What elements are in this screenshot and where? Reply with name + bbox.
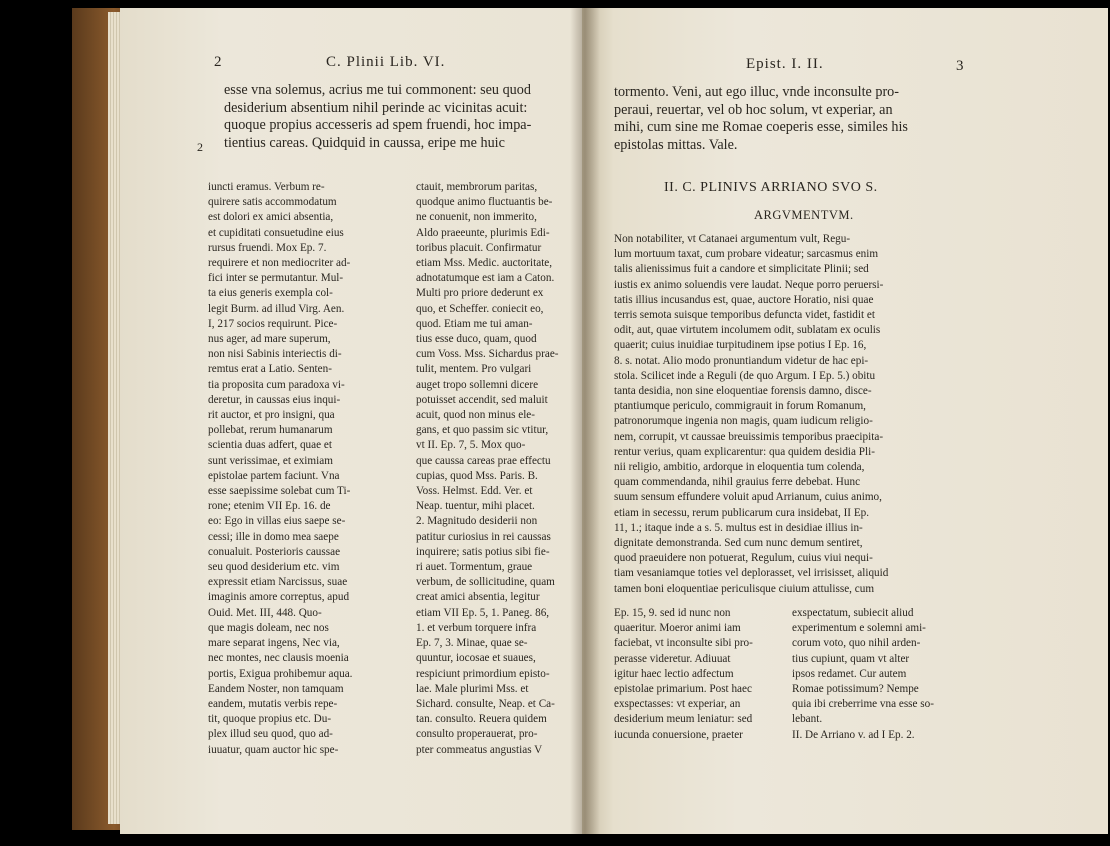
note-line: 1. et verbum torquere infra <box>416 621 537 634</box>
note-line: est dolori ex amici absentia, <box>208 211 334 224</box>
note-line: tit, quoque propius etc. Du- <box>208 713 332 726</box>
note-line: vt II. Ep. 7, 5. Mox quo- <box>416 439 526 452</box>
note-line: nus ager, ad mare superum, <box>208 333 331 346</box>
note-line: experimentum e solemni ami- <box>792 622 926 635</box>
note-line: suum sensum effundere voluit apud Arrianum, cuius animo, <box>614 491 882 504</box>
right-notes-column-1 <box>614 606 753 743</box>
note-line: odit, aut, quae virtutem incolumem odit, sublatam ex oculis <box>614 324 881 337</box>
note-line: quo, et Scheffer. coniecit eo, <box>416 302 544 315</box>
note-line: expressit etiam Narcissus, suae <box>208 576 348 589</box>
note-line: acuit, quod non minus ele- <box>416 409 535 422</box>
note-line: mare separat ingens, Nec via, <box>208 637 340 650</box>
note-line: nem, corrupit, vt caussae breuissimis temporibus praecipita- <box>614 430 884 443</box>
note-line: dignitate demonstranda. Sed cum nunc demum sentiret, <box>614 537 863 550</box>
note-line: rit auctor, et pro insigni, qua <box>208 409 335 422</box>
open-book <box>72 8 1108 838</box>
note-line: etiam in secessu, rerum publicarum cura insidebat, II Ep. <box>614 506 870 519</box>
note-line: ipsos redamet. Cur autem <box>792 667 907 680</box>
book-gutter <box>570 8 600 834</box>
note-line: fici inter se permutantur. Mul- <box>208 272 344 285</box>
text-line: epistolas mittas. Vale. <box>614 136 738 153</box>
note-line: iucunda conuersione, praeter <box>614 728 743 741</box>
note-line: quuntur, iocosae et suaues, <box>416 652 536 665</box>
note-line: toribus placuit. Confirmatur <box>416 241 542 254</box>
right-running-head: Epist. I. II. <box>746 56 824 72</box>
left-margin-number: 2 <box>197 140 203 154</box>
note-line: tatis illius incusandus est, quae, auctore Horatio, nisi quae <box>614 293 874 306</box>
note-line: tan. consulto. Reuera quidem <box>416 713 547 726</box>
note-line: iustis ex animo soluendis vere laudat. Neque porro peruersi- <box>614 278 884 291</box>
note-line: etiam Mss. Medic. auctoritate, <box>416 257 553 270</box>
note-line: patronorumque ingenia non magis, quam iudicum religio- <box>614 415 873 428</box>
note-line: ta eius generis exempla col- <box>208 287 333 300</box>
note-line: ri auet. Tormentum, graue <box>416 561 533 574</box>
note-line: tius cupiunt, quam vt alter <box>792 652 910 665</box>
note-line: que magis doleam, nec nos <box>208 621 329 634</box>
note-line: ctauit, membrorum paritas, <box>416 181 538 193</box>
text-line: quoque propius accesseris ad spem fruendi, hoc impa- <box>224 117 532 133</box>
right-page <box>582 8 1108 834</box>
note-line: et cupiditati consuetudine eius <box>208 226 344 239</box>
left-running-head: C. Plinii Lib. VI. <box>326 54 446 70</box>
note-line: quaerit; cuius inuidiae turpitudinem ipse potius I Ep. 16, <box>614 339 867 352</box>
text-line: tormento. Veni, aut ego illuc, vnde inconsulte pro- <box>614 84 900 100</box>
note-line: eandem, mutatis verbis repe- <box>208 697 338 710</box>
note-line: igitur haec lectio adfectum <box>614 667 734 680</box>
note-line: rursus fruendi. Mox Ep. 7. <box>208 241 327 254</box>
note-line: desiderium meum leniatur: sed <box>614 713 753 726</box>
note-line: remtus erat a Latio. Senten- <box>208 363 332 376</box>
note-line: tamen boni eloquentiae periculisque ciuium attulisse, cum <box>614 582 875 595</box>
note-line: portis, Exigua prohibemur aqua. <box>208 667 353 680</box>
note-line: Eandem Noster, non tamquam <box>208 682 344 695</box>
note-line: cessi; ille in domo mea saepe <box>208 530 339 543</box>
text-line: peraui, reuertar, vel ob hoc solum, vt experiar, an <box>614 101 893 118</box>
note-line: inquirere; satis potius sibi fie- <box>416 545 550 558</box>
note-line: faciebat, vt inconsulte sibi pro- <box>614 637 753 650</box>
note-line: eo: Ego in villas eius saepe se- <box>208 515 346 528</box>
note-line: Ouid. Met. III, 448. Quo- <box>208 606 322 619</box>
note-line: exspectasses: vt experiar, an <box>614 698 741 711</box>
note-line: Neap. tuentur, mihi placet. <box>416 500 535 513</box>
note-line: terris semota suisque temporibus defuncta videt, fastidit et <box>614 309 875 322</box>
note-line: potuisset accendit, sed maluit <box>416 393 548 406</box>
note-line: exspectatum, subiecit aliud <box>792 607 914 619</box>
note-line: verbum, de sollicitudine, quam <box>416 576 555 589</box>
note-line: Non notabiliter, vt Catanaei argumentum vult, Regu- <box>614 233 851 245</box>
note-line: deretur, in caussas eius inqui- <box>208 393 341 406</box>
note-line: cupias, quod Mss. Paris. B. <box>416 469 538 482</box>
text-line: esse vna solemus, acrius me tui commonent: seu quod <box>224 82 531 98</box>
note-line: rone; etenim VII Ep. 16. de <box>208 500 331 513</box>
letter-title: II. C. PLINIVS ARRIANO SVO S. <box>664 180 878 195</box>
note-line: perasse videretur. Adiuuat <box>614 652 731 665</box>
note-line: tiam vesaniamque toties vel deplorasset, vel irrisisset, aliquid <box>614 567 889 580</box>
note-line: Ep. 15, 9. sed id nunc non <box>614 607 731 619</box>
note-line: esse saepissime solebat cum Ti- <box>208 485 351 498</box>
note-line: Multi pro priore dederunt ex <box>416 287 544 300</box>
left-notes-column-2 <box>416 180 559 758</box>
right-main-text <box>614 84 908 154</box>
left-page <box>120 8 632 834</box>
note-line: quirere satis accommodatum <box>208 196 337 209</box>
note-line: quia ibi creberrime vna esse so- <box>792 698 934 711</box>
note-line: Ep. 7, 3. Minae, quae se- <box>416 637 528 650</box>
left-notes-column-1 <box>208 180 352 758</box>
note-line: II. De Arriano v. ad I Ep. 2. <box>792 728 915 741</box>
note-line: etiam VII Ep. 5, 1. Paneg. 86, <box>416 606 550 619</box>
note-line: corum voto, quo nihil arden- <box>792 637 921 650</box>
note-line: lebant. <box>792 713 823 726</box>
note-line: creat amici absentia, legitur <box>416 591 540 604</box>
right-notes-column-2 <box>792 606 934 743</box>
text-line: mihi, cum sine me Romae coeperis esse, similes his <box>614 119 908 135</box>
note-line: iuuatur, quam auctor hic spe- <box>208 743 339 756</box>
note-line: cum Voss. Mss. Sichardus prae- <box>416 348 559 361</box>
note-line: Aldo praeeunte, plurimis Edi- <box>416 226 550 239</box>
note-line: nii religio, ambitio, ardorque in eloquentia tum colenda, <box>614 461 865 474</box>
note-line: tanta desidia, non sine eloquentiae forensis damno, disce- <box>614 385 872 398</box>
note-line: tius esse duco, quam, quod <box>416 333 537 346</box>
note-line: pollebat, rerum humanarum <box>208 424 333 437</box>
note-line: talis alienissimus fuit a candore et simplicitate Plinii; sed <box>614 263 869 276</box>
note-line: epistolae partem faciunt. Vna <box>208 469 340 482</box>
note-line: auget tropo sollemni dicere <box>416 378 539 391</box>
note-line: rentur verius, quam explicarentur: qua quidem desidia Pli- <box>614 445 875 458</box>
note-line: quam commendanda, nihil grauius ferre debebat. Hunc <box>614 476 861 489</box>
note-line: iuncti eramus. Verbum re- <box>208 181 325 193</box>
note-line: Romae potissimum? Nempe <box>792 683 919 696</box>
note-line: gans, et quo passim sic vtitur, <box>416 424 549 437</box>
text-line: tientius careas. Quidquid in caussa, eripe me huic <box>224 134 505 151</box>
note-line: plex illud seu quod, quo ad- <box>208 728 333 741</box>
left-page-number: 2 <box>214 54 222 70</box>
note-line: ptantiumque periculo, commigrauit in forum Romanum, <box>614 400 866 413</box>
note-line: seu quod desiderium etc. vim <box>208 561 340 574</box>
note-line: non nisi Sabinis interiectis di- <box>208 348 342 361</box>
note-line: lae. Male plurimi Mss. et <box>416 682 529 695</box>
note-line: I, 217 socios requirunt. Pice- <box>208 317 338 330</box>
note-line: adnotatumque est iam a Caton. <box>416 272 555 285</box>
note-line: patitur curiosius in rei caussas <box>416 530 551 543</box>
note-line: legit Burm. ad illud Virg. Aen. <box>208 302 345 315</box>
note-line: imaginis amore correptus, apud <box>208 591 350 604</box>
note-line: consulto properauerat, pro- <box>416 728 538 741</box>
note-line: 8. s. notat. Alio modo pronuntiandum videtur de hac epi- <box>614 354 869 367</box>
note-line: quod. Etiam me tui aman- <box>416 317 533 330</box>
text-line: desiderium absentium nihil perinde ac vicinitas acuit: <box>224 99 528 116</box>
argument-heading: ARGVMENTVM. <box>754 208 854 222</box>
note-line: ne conuenit, non immerito, <box>416 211 537 224</box>
note-line: quaeritur. Moeror animi iam <box>614 622 741 635</box>
note-line: sunt verissimae, et eximiam <box>208 454 333 467</box>
note-line: epistolae primarium. Post haec <box>614 683 752 696</box>
note-line: pter commeatus angustias V <box>416 743 543 756</box>
note-line: scientia duas adfert, quae et <box>208 439 332 452</box>
note-line: Sichard. consulte, Neap. et Ca- <box>416 697 555 710</box>
note-line: stola. Scilicet inde a Reguli (de quo Argum. I Ep. 5.) obitu <box>614 369 876 382</box>
note-line: quod praeuidere non potuerat, Regulum, cuius viui nequi- <box>614 552 873 565</box>
right-page-number: 3 <box>956 58 964 74</box>
note-line: quodque animo fluctuantis be- <box>416 196 553 209</box>
note-line: respiciunt primordium episto- <box>416 667 550 680</box>
note-line: nec montes, nec clausis moenia <box>208 652 349 665</box>
note-line: que caussa careas prae effectu <box>416 454 551 467</box>
note-line: conualuit. Posterioris caussae <box>208 545 341 558</box>
left-main-text <box>224 82 531 152</box>
argument-text <box>614 232 888 597</box>
note-line: tia proposita cum paradoxa vi- <box>208 378 345 391</box>
note-line: 11, 1.; itaque inde a s. 5. multus est in desidiae illius in- <box>614 521 863 534</box>
note-line: 2. Magnitudo desiderii non <box>416 515 538 528</box>
note-line: requirere et non mediocriter ad- <box>208 257 351 270</box>
note-line: tulit, mentem. Pro vulgari <box>416 363 532 376</box>
note-line: lum mortuum taxat, cum probare videatur; sarcasmus enim <box>614 248 879 261</box>
note-line: Voss. Helmst. Edd. Ver. et <box>416 485 533 498</box>
